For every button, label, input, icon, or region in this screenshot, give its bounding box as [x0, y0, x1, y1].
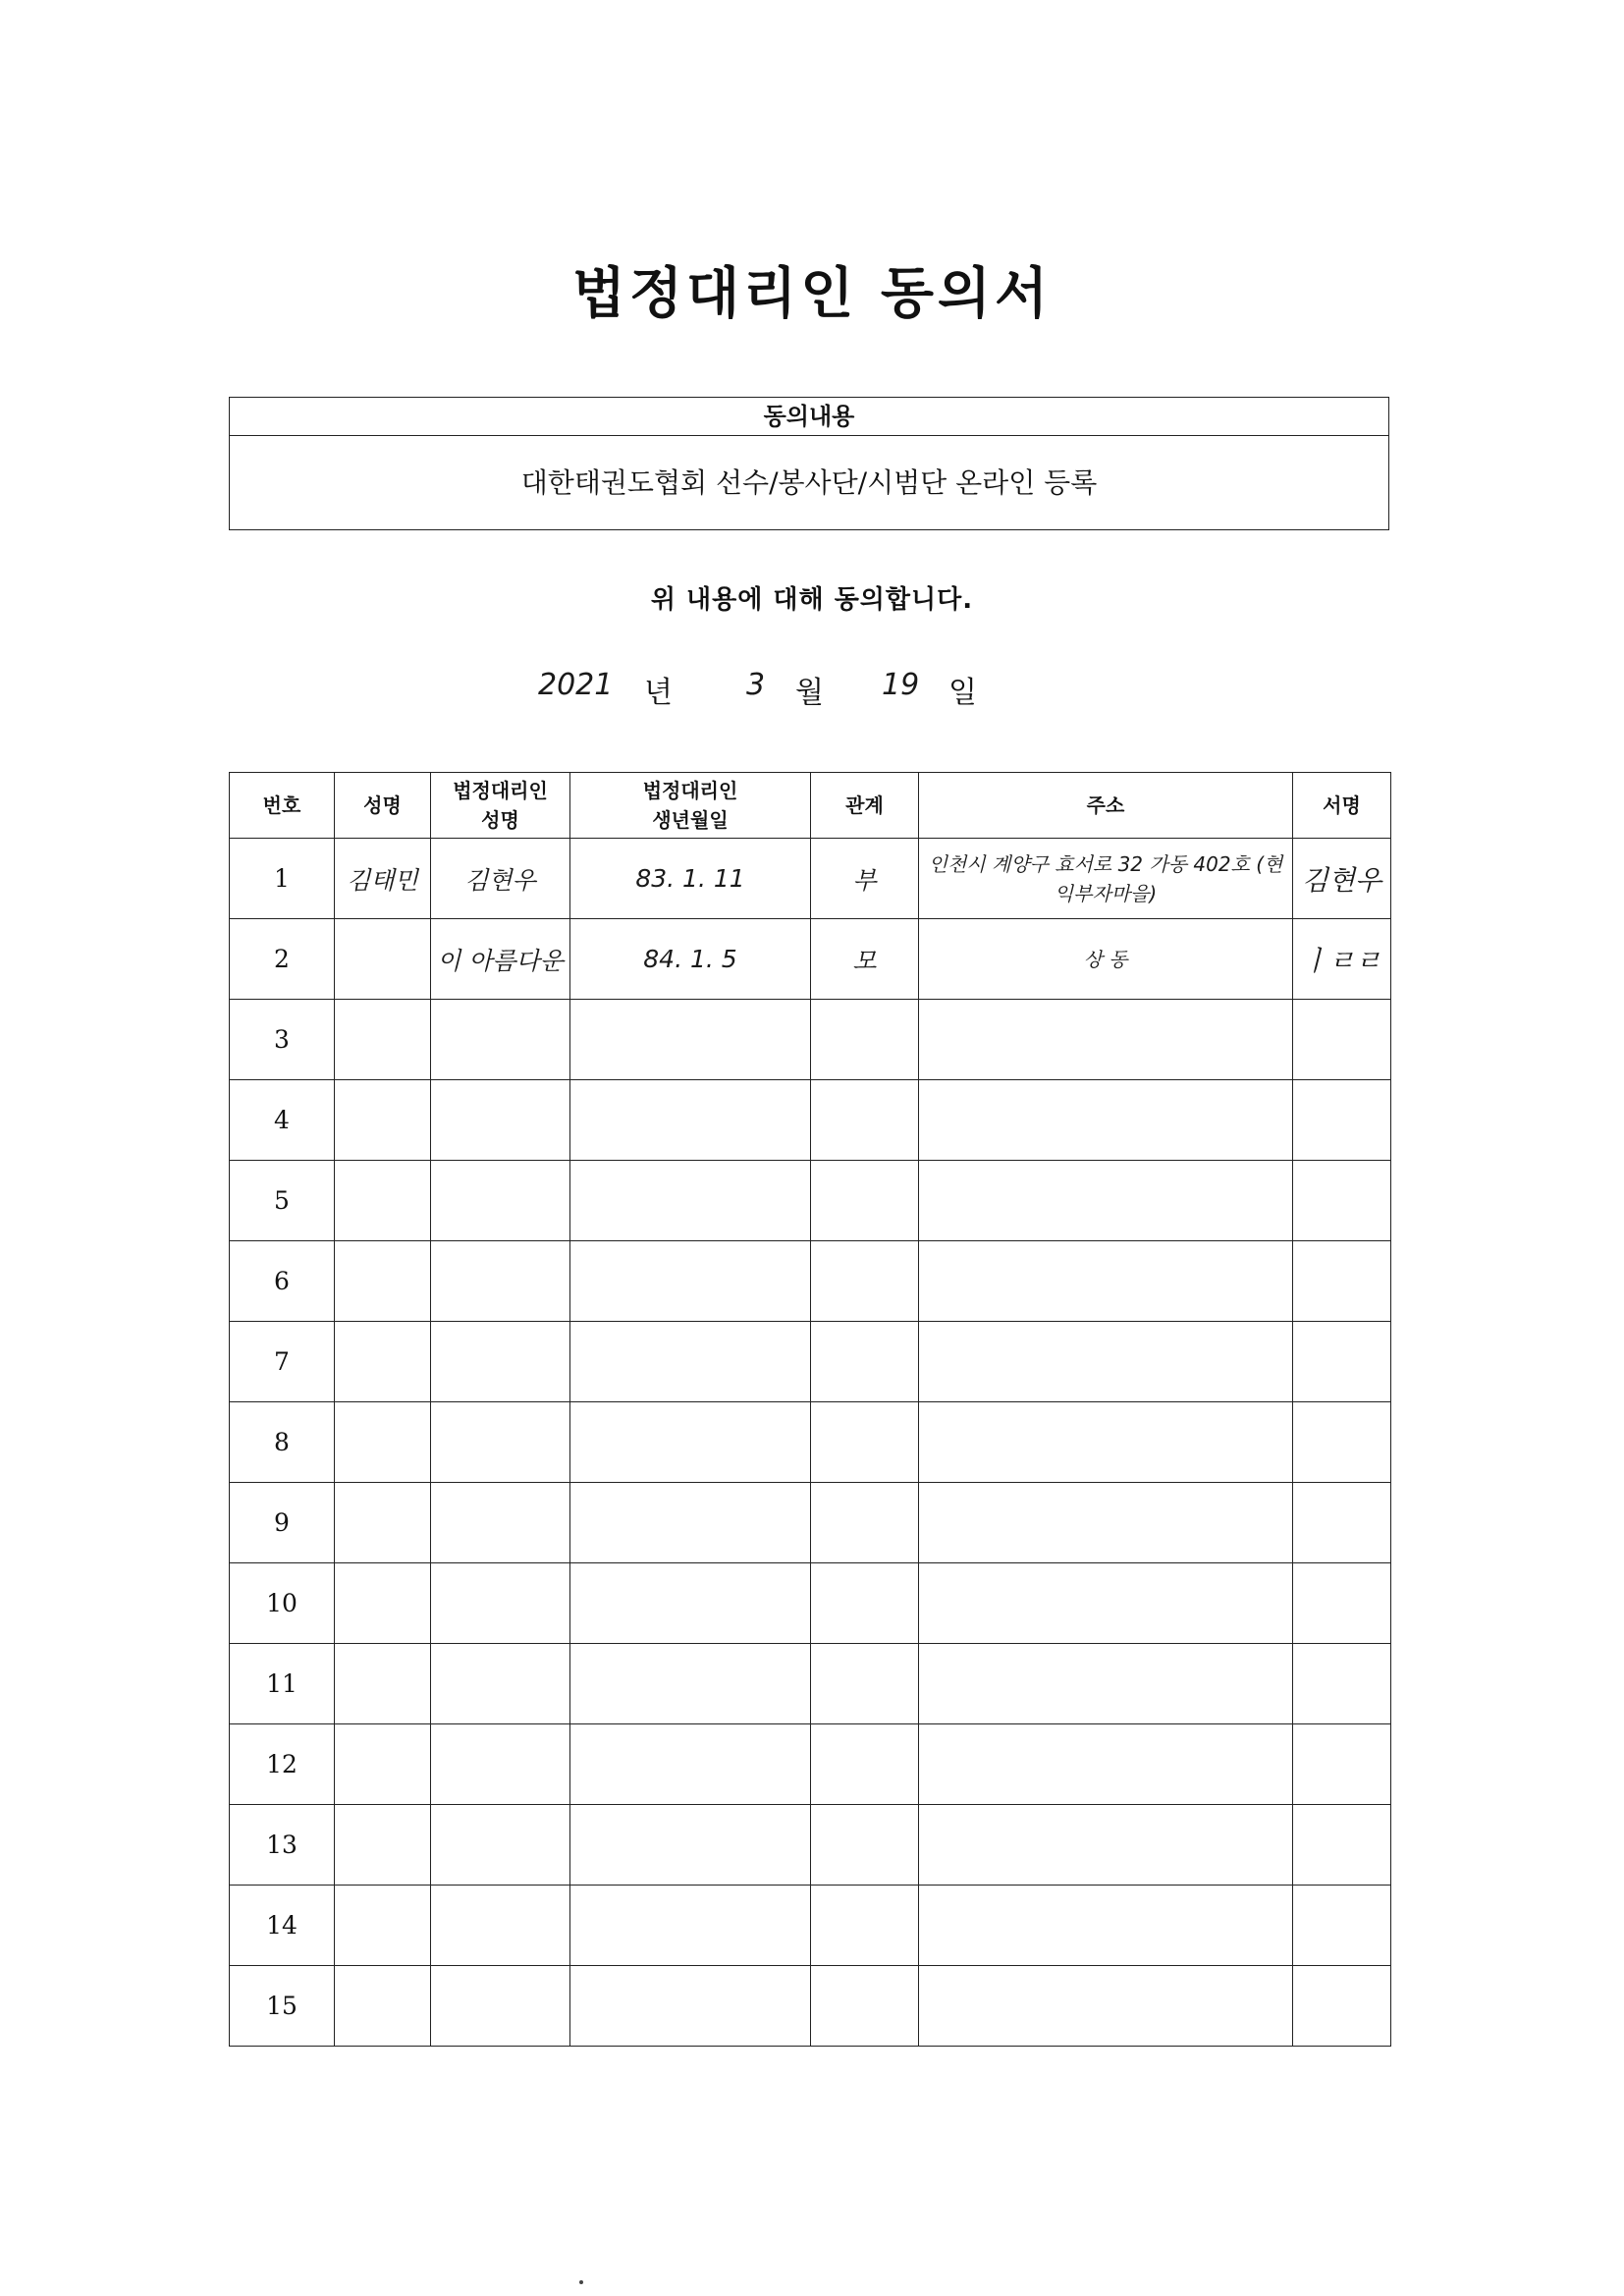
cell-no: 13 — [230, 1805, 335, 1886]
cell-no: 4 — [230, 1080, 335, 1161]
cell-guardian-name — [431, 1886, 570, 1966]
cell-signature — [1293, 1886, 1391, 1966]
document-title: 법정대리인 동의서 — [571, 261, 1053, 326]
date-year: 2021 — [538, 668, 614, 702]
cell-relation — [811, 1805, 919, 1886]
cell-address — [919, 1886, 1293, 1966]
cell-guardian-birth — [570, 1644, 811, 1724]
header-signature: 서명 — [1293, 773, 1391, 839]
cell-guardian-birth — [570, 1886, 811, 1966]
cell-address — [919, 1241, 1293, 1322]
cell-no: 2 — [230, 919, 335, 1000]
table-header-row — [230, 773, 1391, 839]
table-row — [230, 1322, 1391, 1402]
cell-relation — [811, 1644, 919, 1724]
cell-relation — [811, 1402, 919, 1483]
cell-guardian-name — [431, 1241, 570, 1322]
table-row — [230, 1402, 1391, 1483]
table-row — [230, 1886, 1391, 1966]
cell-relation — [811, 1563, 919, 1644]
cell-no: 11 — [230, 1644, 335, 1724]
cell-no: 10 — [230, 1563, 335, 1644]
cell-no: 1 — [230, 839, 335, 919]
cell-address — [919, 1966, 1293, 2047]
cell-guardian-birth — [570, 1483, 811, 1563]
cell-signature — [1293, 1000, 1391, 1080]
table-row — [230, 839, 1391, 919]
cell-no: 9 — [230, 1483, 335, 1563]
scan-speck — [579, 2280, 583, 2284]
cell-address — [919, 1724, 1293, 1805]
date-day: 19 — [882, 668, 920, 702]
cell-signature — [1293, 1644, 1391, 1724]
table-row — [230, 1805, 1391, 1886]
cell-no: 8 — [230, 1402, 335, 1483]
cell-name — [335, 1080, 431, 1161]
cell-signature — [1293, 1080, 1391, 1161]
cell-address — [919, 1805, 1293, 1886]
cell-guardian-birth — [570, 1080, 811, 1161]
cell-relation: 부 — [811, 839, 919, 919]
cell-address — [919, 1322, 1293, 1402]
cell-no: 14 — [230, 1886, 335, 1966]
cell-guardian-name — [431, 1402, 570, 1483]
cell-guardian-name — [431, 1483, 570, 1563]
date-month-unit: 월 — [795, 676, 824, 710]
cell-guardian-birth: 83. 1. 11 — [570, 839, 811, 919]
cell-relation — [811, 1161, 919, 1241]
cell-relation — [811, 1724, 919, 1805]
cell-signature — [1293, 1966, 1391, 2047]
table-row — [230, 1644, 1391, 1724]
cell-signature — [1293, 1483, 1391, 1563]
cell-guardian-name: 김현우 — [431, 839, 570, 919]
cell-name — [335, 1000, 431, 1080]
cell-no: 5 — [230, 1161, 335, 1241]
guardian-table — [229, 772, 1391, 2047]
cell-relation: 모 — [811, 919, 919, 1000]
header-guardian-name-line2: 성명 — [481, 808, 519, 832]
cell-name — [335, 1402, 431, 1483]
cell-guardian-name — [431, 1563, 570, 1644]
cell-address: 상 동 — [919, 919, 1293, 1000]
cell-relation — [811, 1483, 919, 1563]
cell-signature: 김현우 — [1293, 839, 1391, 919]
cell-signature — [1293, 1563, 1391, 1644]
cell-name — [335, 1724, 431, 1805]
cell-address — [919, 1563, 1293, 1644]
cell-relation — [811, 1886, 919, 1966]
table-row — [230, 1000, 1391, 1080]
cell-name — [335, 1241, 431, 1322]
cell-guardian-name — [431, 1322, 570, 1402]
cell-address — [919, 1161, 1293, 1241]
date-year-unit: 년 — [644, 676, 673, 710]
cell-name — [335, 1805, 431, 1886]
cell-no: 15 — [230, 1966, 335, 2047]
header-guardian-birth — [570, 773, 811, 839]
agreement-text: 위 내용에 대해 동의합니다. — [650, 585, 974, 615]
cell-guardian-birth — [570, 1563, 811, 1644]
cell-address — [919, 1080, 1293, 1161]
header-relation: 관계 — [811, 773, 919, 839]
cell-guardian-birth — [570, 1402, 811, 1483]
table-row — [230, 919, 1391, 1000]
header-guardian-name — [431, 773, 570, 839]
cell-name — [335, 1563, 431, 1644]
cell-address — [919, 1483, 1293, 1563]
header-address: 주소 — [919, 773, 1293, 839]
cell-name — [335, 1322, 431, 1402]
cell-guardian-name — [431, 1080, 570, 1161]
cell-no: 7 — [230, 1322, 335, 1402]
cell-guardian-name — [431, 1161, 570, 1241]
date-month: 3 — [746, 668, 766, 702]
cell-guardian-birth — [570, 1805, 811, 1886]
header-no: 번호 — [230, 773, 335, 839]
cell-name — [335, 1644, 431, 1724]
cell-name: 김태민 — [335, 839, 431, 919]
cell-address — [919, 1402, 1293, 1483]
table-row — [230, 1966, 1391, 2047]
cell-name — [335, 1886, 431, 1966]
cell-name — [335, 1966, 431, 2047]
cell-name — [335, 1483, 431, 1563]
cell-relation — [811, 1322, 919, 1402]
table-row — [230, 1241, 1391, 1322]
cell-no: 12 — [230, 1724, 335, 1805]
cell-guardian-name — [431, 1724, 570, 1805]
table-row — [230, 1563, 1391, 1644]
cell-guardian-birth: 84. 1. 5 — [570, 919, 811, 1000]
table-row — [230, 1483, 1391, 1563]
cell-name — [335, 1161, 431, 1241]
cell-guardian-name: 이 아름다운 — [431, 919, 570, 1000]
cell-guardian-name — [431, 1805, 570, 1886]
cell-signature — [1293, 1161, 1391, 1241]
header-guardian-name-line1: 법정대리인 — [453, 779, 548, 802]
cell-address: 인천시 계양구 효서로 32 가동 402호 (현익부자마을) — [919, 839, 1293, 919]
cell-guardian-birth — [570, 1161, 811, 1241]
consent-box — [229, 397, 1389, 530]
cell-address — [919, 1644, 1293, 1724]
cell-signature — [1293, 1322, 1391, 1402]
cell-no: 3 — [230, 1000, 335, 1080]
table-row — [230, 1724, 1391, 1805]
cell-guardian-birth — [570, 1724, 811, 1805]
cell-signature — [1293, 1402, 1391, 1483]
cell-signature — [1293, 1724, 1391, 1805]
consent-box-content: 대한태권도협회 선수/봉사단/시범단 온라인 등록 — [520, 466, 1098, 499]
cell-relation — [811, 1966, 919, 2047]
cell-guardian-birth — [570, 1322, 811, 1402]
cell-guardian-birth — [570, 1966, 811, 2047]
cell-guardian-name — [431, 1966, 570, 2047]
cell-no: 6 — [230, 1241, 335, 1322]
cell-signature — [1293, 1805, 1391, 1886]
cell-guardian-name — [431, 1000, 570, 1080]
consent-box-header: 동의내용 — [230, 398, 1388, 436]
cell-relation — [811, 1080, 919, 1161]
cell-guardian-name — [431, 1644, 570, 1724]
cell-guardian-birth — [570, 1241, 811, 1322]
table-body — [230, 839, 1391, 2047]
header-name: 성명 — [335, 773, 431, 839]
cell-guardian-birth — [570, 1000, 811, 1080]
cell-name — [335, 919, 431, 1000]
cell-signature: ㅣㄹㄹ — [1293, 919, 1391, 1000]
header-guardian-birth-line2: 생년월일 — [652, 808, 729, 832]
header-guardian-birth-line1: 법정대리인 — [642, 779, 738, 802]
cell-relation — [811, 1000, 919, 1080]
cell-signature — [1293, 1241, 1391, 1322]
table-row — [230, 1080, 1391, 1161]
date-day-unit: 일 — [948, 676, 977, 710]
cell-address — [919, 1000, 1293, 1080]
table-row — [230, 1161, 1391, 1241]
cell-relation — [811, 1241, 919, 1322]
